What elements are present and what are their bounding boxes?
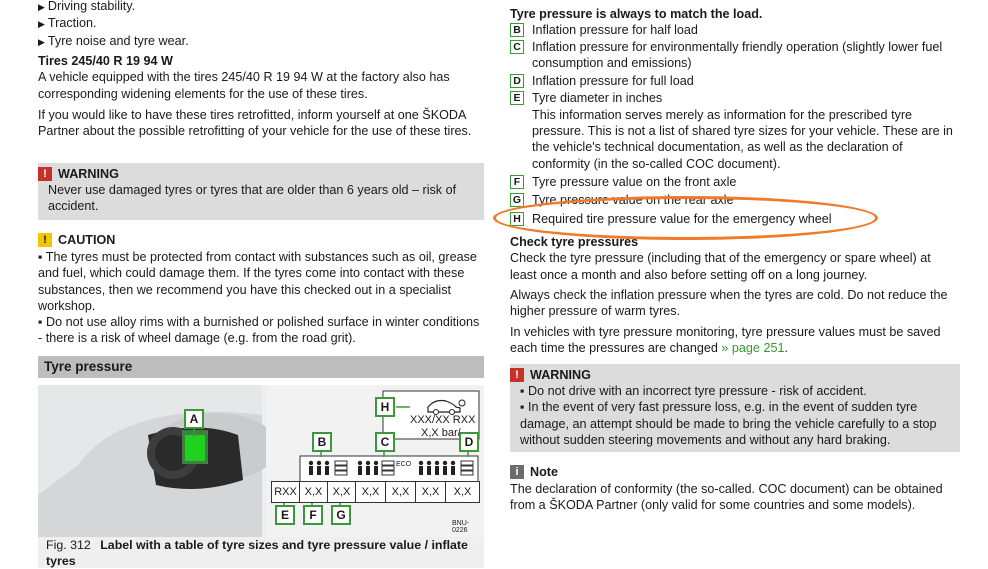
legend-item-f: F Tyre pressure value on the front axle: [510, 174, 960, 190]
tires-heading: Tires 245/40 R 19 94 W: [38, 54, 173, 68]
warning-item: ▪ In the event of very fast pressure loss, e.g. in the event of sudden tyre damage, an attempt should be made to bring the vehicle carefully to a stop without sudden steering movements and without any hard braking.: [520, 400, 937, 447]
highlight-oval: [493, 196, 878, 240]
label-d: D: [459, 432, 479, 452]
triangle-bullet-icon: ▶: [38, 19, 45, 30]
warning-icon: !: [38, 167, 52, 181]
bullet-item: ▶ Traction.: [38, 16, 97, 31]
warning-text: Never use damaged tyres or tyres that are older than 6 years old – risk of accident.: [48, 183, 457, 214]
label-pressure-text: X,X bar/: [421, 427, 461, 439]
table-cell: X,X: [445, 481, 480, 503]
note-title: Note: [530, 464, 558, 479]
label-e: E: [275, 505, 295, 525]
retrofit-paragraph: If you would like to have these tires retrofitted, inform yourself at one ŠKODA Partner about the possible retrofitting of your vehicle for the use of these tires.: [38, 108, 472, 139]
legend-item-g: G Tyre pressure value on the rear axle: [510, 192, 960, 208]
bullet-item: ▶ Tyre noise and tyre wear.: [38, 33, 189, 48]
figure-code: BNU-0226: [452, 520, 470, 534]
label-c: C: [375, 432, 395, 452]
tyre-diameter-note: This information serves merely as information for the prescribed tyre pressure. This is not a list of shared tyre sizes for your vehicle. These are in the vehicle's technical documentation, as well as the declaration of conformity (in the so-called COC document).: [532, 107, 953, 171]
caption-number: Fig. 312: [46, 538, 91, 552]
check-paragraph-3: In vehicles with tyre pressure monitoring, tyre pressure values must be saved each time the pressures are changed » page 251.: [510, 325, 941, 356]
check-heading: Check tyre pressures: [510, 235, 639, 249]
table-cell: X,X: [299, 481, 328, 503]
triangle-bullet-icon: ▶: [38, 36, 45, 47]
warning-title: WARNING: [58, 166, 119, 181]
table-cell: X,X: [415, 481, 446, 503]
label-size-text: XXX/XX RXX: [410, 414, 476, 426]
warning-item: ▪ Do not drive with an incorrect tyre pressure - risk of accident.: [520, 384, 867, 398]
caution-icon: !: [38, 233, 52, 247]
section-title-bar: [38, 356, 484, 378]
bullet-item: ▶ Driving stability.: [38, 0, 136, 13]
legend-item-h: H Required tire pressure value for the emergency wheel: [510, 211, 960, 227]
caution-title: CAUTION: [58, 232, 116, 247]
label-h: H: [375, 397, 395, 417]
section-title: Tyre pressure: [44, 359, 133, 374]
page-link[interactable]: » page 251: [721, 341, 785, 356]
load-heading: Tyre pressure is always to match the load.: [510, 7, 763, 21]
caution-item: ▪ Do not use alloy rims with a burnished or polished surface in winter conditions - there is a risk of wheel damage (e.g. from the road grit).: [38, 315, 480, 346]
eco-text: ECO: [396, 461, 412, 468]
table-cell: X,X: [385, 481, 416, 503]
note-text: The declaration of conformity (the so-called. COC document) can be obtained from a ŠKODA Partner (only valid for some countries and some models).: [510, 482, 943, 513]
check-paragraph-2: Always check the inflation pressure when the tyres are cold. Do not reduce the higher pressure of warm tyres.: [510, 288, 948, 319]
label-b: B: [312, 432, 332, 452]
legend-item-b: B Inflation pressure for half load: [510, 22, 960, 38]
figure-illustration: [38, 385, 484, 537]
check-paragraph-1: Check the tyre pressure (including that of the emergency or spare wheel) at least once a month and also before setting off on a long journey.: [510, 251, 931, 282]
caption-text: Label with a table of tyre sizes and tyre pressure value / inflate tyres: [46, 538, 468, 568]
triangle-bullet-icon: ▶: [38, 2, 45, 12]
info-icon: i: [510, 465, 524, 479]
table-cell: X,X: [327, 481, 356, 503]
label-a: A: [184, 409, 204, 429]
tires-paragraph: A vehicle equipped with the tires 245/40 R 19 94 W at the factory also has corresponding widening elements for the use of these tires.: [38, 70, 450, 101]
caution-body: [38, 249, 484, 347]
label-f: F: [303, 505, 323, 525]
caution-item: ▪ The tyres must be protected from contact with substances such as oil, grease and fuel, which could damage them. If the tyres come into contact with these substances, then we recommend you have this checked out in a specialist workshop.: [38, 250, 477, 313]
legend-item-e: E Tyre diameter in inches This information serves merely as information for the prescribed tyre pressure. This is not a list of shared tyre sizes for your vehicle. These are in the vehicle's technical documentation, as well as the declaration of conformity (in the so-called COC document).: [510, 90, 960, 171]
legend-item-d: D Inflation pressure for full load: [510, 73, 960, 89]
table-cell: RXX: [271, 481, 300, 503]
legend-item-c: C Inflation pressure for environmentally friendly operation (slightly lower fuel consumption and emissions): [510, 39, 960, 72]
warning-title: WARNING: [530, 367, 591, 382]
warning-box: [510, 364, 960, 452]
warning-icon: !: [510, 368, 524, 382]
figure-caption: [38, 537, 484, 568]
table-cell: X,X: [355, 481, 386, 503]
label-g: G: [331, 505, 351, 525]
warning-box: [38, 163, 484, 220]
tyre-label-figure: [38, 385, 484, 537]
